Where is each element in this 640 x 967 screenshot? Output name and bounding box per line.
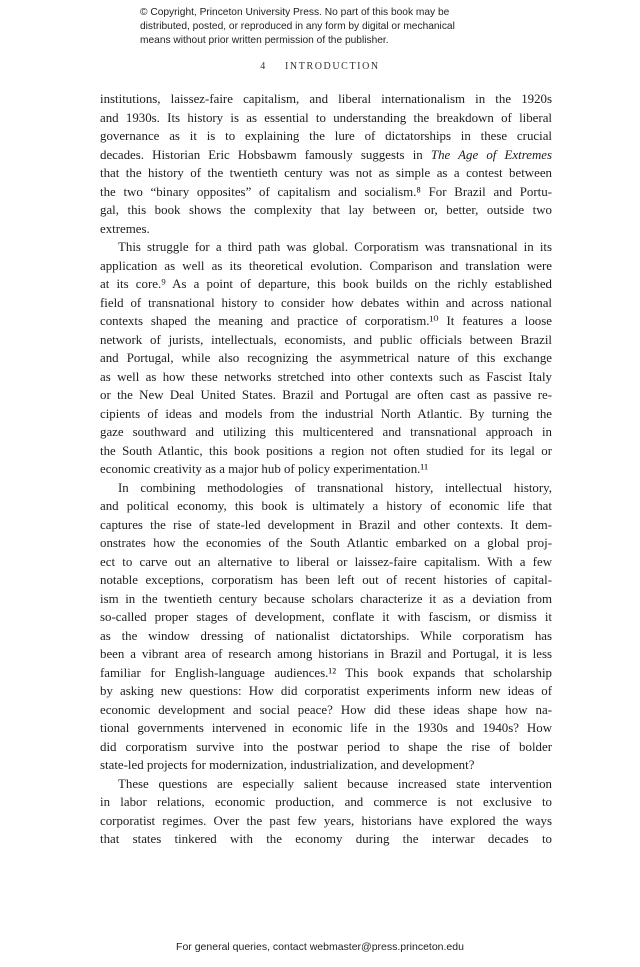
text-line: ism in the twentieth century because scholars characterize it as a deviation from: [100, 591, 552, 606]
text-line: gal, this book shows the complexity that lay between or, better, outside two: [100, 203, 552, 217]
text-line: economic creativity as a major hub of policy experimentation.¹¹: [100, 462, 429, 476]
copyright-line: distributed, posted, or reproduced in any form by digital or mechanical: [140, 21, 455, 32]
footer-contact: For general queries, contact webmaster@press.princeton.edu: [176, 941, 464, 953]
text-line: governance as it is to explaining the lure of dictatorships in these crucial: [100, 129, 552, 143]
text-line: as the window dressing of nationalist dictatorships. While corporatism has: [100, 628, 552, 643]
text-line: as well as how these networks stretched into other contexts such as Fascist Italy: [100, 369, 552, 384]
paragraph: [100, 479, 552, 775]
text-line: been a vibrant area of research among historians in Brazil and Portugal, it is less: [100, 647, 552, 661]
text-line: by asking new questions: How did corporatist experiments inform new ideas of: [100, 684, 552, 698]
text-line: tional governments intervened in economic life in the 1930s and 1940s? How: [100, 721, 552, 735]
text-line: so-called proper stages of development, conflate it with fascism, or dismiss it: [100, 610, 552, 624]
text-line: that states tinkered with the economy during the interwar decades to: [100, 832, 552, 846]
paragraph: [100, 775, 552, 849]
text-line: at its core.⁹ As a point of departure, this book builds on the richly established: [100, 277, 552, 291]
copyright-notice: [140, 6, 520, 48]
paragraph: [100, 238, 552, 479]
text-line: ect to carve out an alternative to liberal or laissez-faire capitalism. With a few: [100, 554, 552, 569]
text-line: and Portugal, while also recognizing the asymmetrical nature of this exchange: [100, 351, 552, 365]
text-line: This struggle for a third path was global. Corporatism was transnational in its: [118, 240, 552, 254]
text-line: economic development and social peace? How did these ideas shape how na-: [100, 702, 552, 717]
paragraph: [100, 90, 552, 238]
text-line: or the New Deal United States. Brazil and Portugal are often cast as passive re-: [100, 388, 552, 402]
text-line: corporatist regimes. Over the past few years, historians have explored the ways: [100, 813, 552, 828]
text-line: did corporatism survive into the postwar period to shape the rise of bolder: [100, 739, 552, 754]
text-line: gaze southward and utilizing this multicentered and transnational approach in: [100, 425, 552, 439]
text-line: familiar for English-language audiences.¹² This book expands that scholarship: [100, 665, 552, 680]
text-line: These questions are especially salient because increased state intervention: [118, 776, 552, 791]
text-line: contexts shaped the meaning and practice of corporatism.¹⁰ It features a loose: [100, 314, 552, 328]
text-line: the two “binary opposites” of capitalism and socialism.⁸ For Brazil and Portu-: [100, 184, 552, 199]
text-line: field of transnational history to consider how debates within and across national: [100, 295, 552, 310]
body-text: [100, 90, 552, 849]
text-line: that the history of the twentieth century was not as simple as a contest between: [100, 166, 552, 180]
text-line: cipients of ideas and models from the industrial North Atlantic. By turning the: [100, 406, 552, 421]
text-line: the South Atlantic, this book positions a region not often studied for its legal or: [100, 443, 552, 458]
text-line: institutions, laissez-faire capitalism, and liberal internationalism in the 1920s: [100, 92, 552, 106]
text-line: onstrates how the economies of the South Atlantic embarked on a global proj-: [100, 536, 552, 550]
page-number: 4: [260, 61, 267, 72]
text-line: state-led projects for modernization, industrialization, and development?: [100, 758, 475, 772]
section-title: INTRODUCTION: [284, 61, 380, 72]
copyright-line: © Copyright, Princeton University Press. No part of this book may be: [140, 7, 450, 18]
text-line: notable exceptions, corporatism has been left out of recent histories of capital-: [100, 573, 552, 587]
text-line: decades. Historian Eric Hobsbawm famously suggests in The Age of Extremes: [100, 147, 552, 162]
text-line: In combining methodologies of transnational history, intellectual history,: [118, 480, 552, 495]
text-line: network of jurists, intellectuals, economists, and public officials between Brazil: [100, 332, 552, 347]
text-line: and 1930s. Its history is as essential to understanding the breakdown of liberal: [100, 110, 552, 125]
text-line: captures the rise of state-led development in Brazil and other contexts. It dem-: [100, 517, 552, 532]
text-line: extremes.: [100, 221, 150, 236]
text-line: in labor relations, economic production, and commerce is not exclusive to: [100, 795, 552, 809]
running-head: [0, 61, 640, 72]
copyright-line: means without prior written permission of the publisher.: [140, 35, 389, 46]
text-line: and political economy, this book is ultimately a history of economic life that: [100, 499, 552, 513]
text-line: application as well as its theoretical evolution. Comparison and translation were: [100, 258, 552, 273]
